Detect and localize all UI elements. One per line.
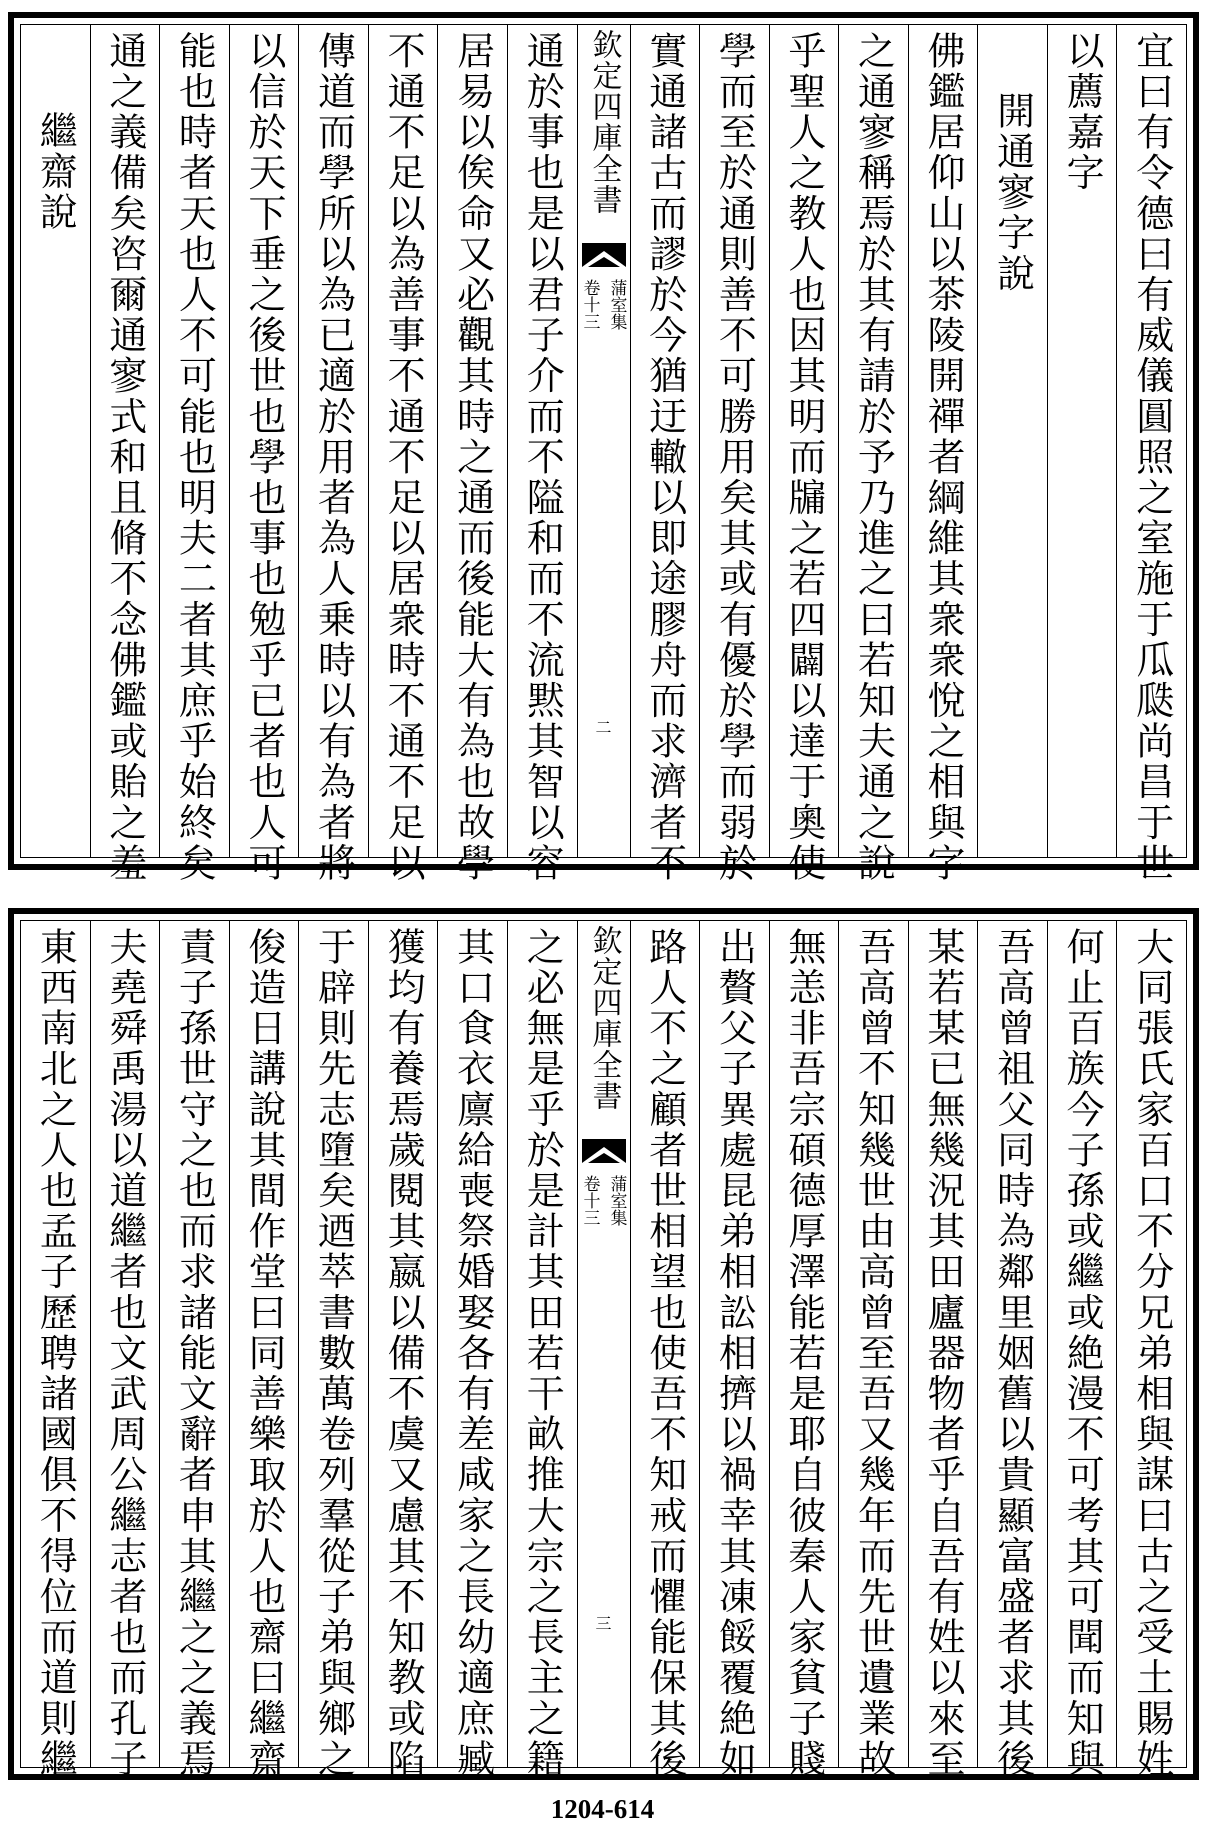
text-column: 何止百族今子孫或繼或絶漫不可考其可聞而知與 [1047, 921, 1117, 1767]
page-number: 二 [595, 718, 612, 737]
fish-tail-mark-icon [582, 243, 626, 267]
text-column: 不通不足以為善事不通不足以居衆時不通不足以 [368, 25, 438, 857]
page-number: 三 [595, 1614, 612, 1633]
book-title: 欽定四庫全書 [586, 925, 622, 1111]
text-column: 東西南北之人也孟子歷聘諸國俱不得位而道則繼 [33, 927, 78, 1780]
book-title: 欽定四庫全書 [586, 29, 622, 215]
bottom-page-frame [20, 920, 1187, 1780]
text-column: 于辟則先志墮矣迺萃書數萬卷列羣從子弟與鄉之 [298, 921, 368, 1767]
text-column: 其口食衣廪給喪祭婚娶各有差咸家之長幼適庶臧 [437, 921, 507, 1767]
text-column: 學而至於通則善不可勝用矣其或有優於學而弱於 [699, 25, 769, 857]
essay-title: 開通寥字說 [977, 25, 1047, 857]
fish-tail-mark-icon [582, 1139, 626, 1163]
volume-number: 卷十三 [579, 1175, 600, 1226]
bottom-page [8, 908, 1199, 1780]
text-column: 責子孫世守之也而求諸能文辭者申其繼之之義焉 [159, 921, 229, 1767]
text-column: 獲均有養焉歲閱其嬴以備不虞又慮其不知教或陷 [368, 921, 438, 1767]
text-column: 路人不之顧者世相望也使吾不知戒而懼能保其後 [630, 921, 700, 1767]
volume-label [578, 279, 630, 330]
text-column: 以薦嘉字 [1047, 25, 1117, 857]
center-banner [577, 25, 630, 857]
text-column: 吾高曾不知幾世由高曾至吾又幾年而先世遺業故 [838, 921, 908, 1767]
top-page [8, 12, 1199, 884]
text-column: 以信於天下垂之後世也學也事也勉乎已者也人可 [229, 25, 299, 857]
text-column: 俊造日講說其間作堂曰同善樂取於人也齋曰繼齋 [229, 921, 299, 1767]
text-column: 夫堯舜禹湯以道繼者也文武周公繼志者也而孔子 [90, 921, 160, 1767]
collection-name: 蒲室集 [606, 1175, 627, 1226]
text-column: 出贅父子異處昆弟相訟相擠以禍幸其凍餒覆絶如 [699, 921, 769, 1767]
text-column: 傳道而學所以為已適於用者為人乗時以有為者將 [298, 25, 368, 857]
text-column: 居易以俟命又必觀其時之通而後能大有為也故學 [437, 25, 507, 857]
text-column: 能也時者天也人不可能也明夫二者其庶乎始終矣 [159, 25, 229, 857]
collection-name: 蒲室集 [606, 279, 627, 330]
text-column: 大同張氏家百口不分兄弟相與謀曰古之受土賜姓 [1116, 921, 1186, 1767]
page-footer-number: 1204-614 [550, 1794, 655, 1824]
text-column: 佛鑑居仰山以茶陵開禪者綱維其衆衆悅之相與字 [908, 25, 978, 857]
text-column: 通於事也是以君子介而不隘和而不流黙其智以容 [507, 25, 577, 857]
volume-number: 卷十三 [579, 279, 600, 330]
text-column: 某若某已無幾況其田廬器物者乎自吾有姓以來至 [908, 921, 978, 1767]
center-banner [577, 921, 630, 1767]
text-column: 無恙非吾宗碩德厚澤能若是耶自彼秦人家貧子賤 [769, 921, 839, 1767]
text-column: 之通寥稱焉於其有請於予乃進之曰若知夫通之說 [838, 25, 908, 857]
text-column: 乎聖人之教人也因其明而牖之若四闢以達于奧使 [769, 25, 839, 857]
essay-title: 繼齋說 [33, 111, 78, 233]
text-column: 吾高曾祖父同時為鄰里姻舊以貴顯富盛者求其後 [977, 921, 1047, 1767]
text-column: 通之義備矣咨爾通寥式和且脩不念佛鑑或貽之羞 [90, 25, 160, 857]
text-column: 之必無是乎於是計其田若干畝推大宗之長主之籍 [507, 921, 577, 1767]
volume-label [578, 1175, 630, 1226]
text-column: 實通諸古而謬於今猶迂轍以即途膠舟而求濟者不 [630, 25, 700, 857]
top-page-frame [20, 24, 1187, 884]
text-column: 宜曰有令德曰有威儀圓照之室施于瓜瓞尚昌于世 [1116, 25, 1186, 857]
